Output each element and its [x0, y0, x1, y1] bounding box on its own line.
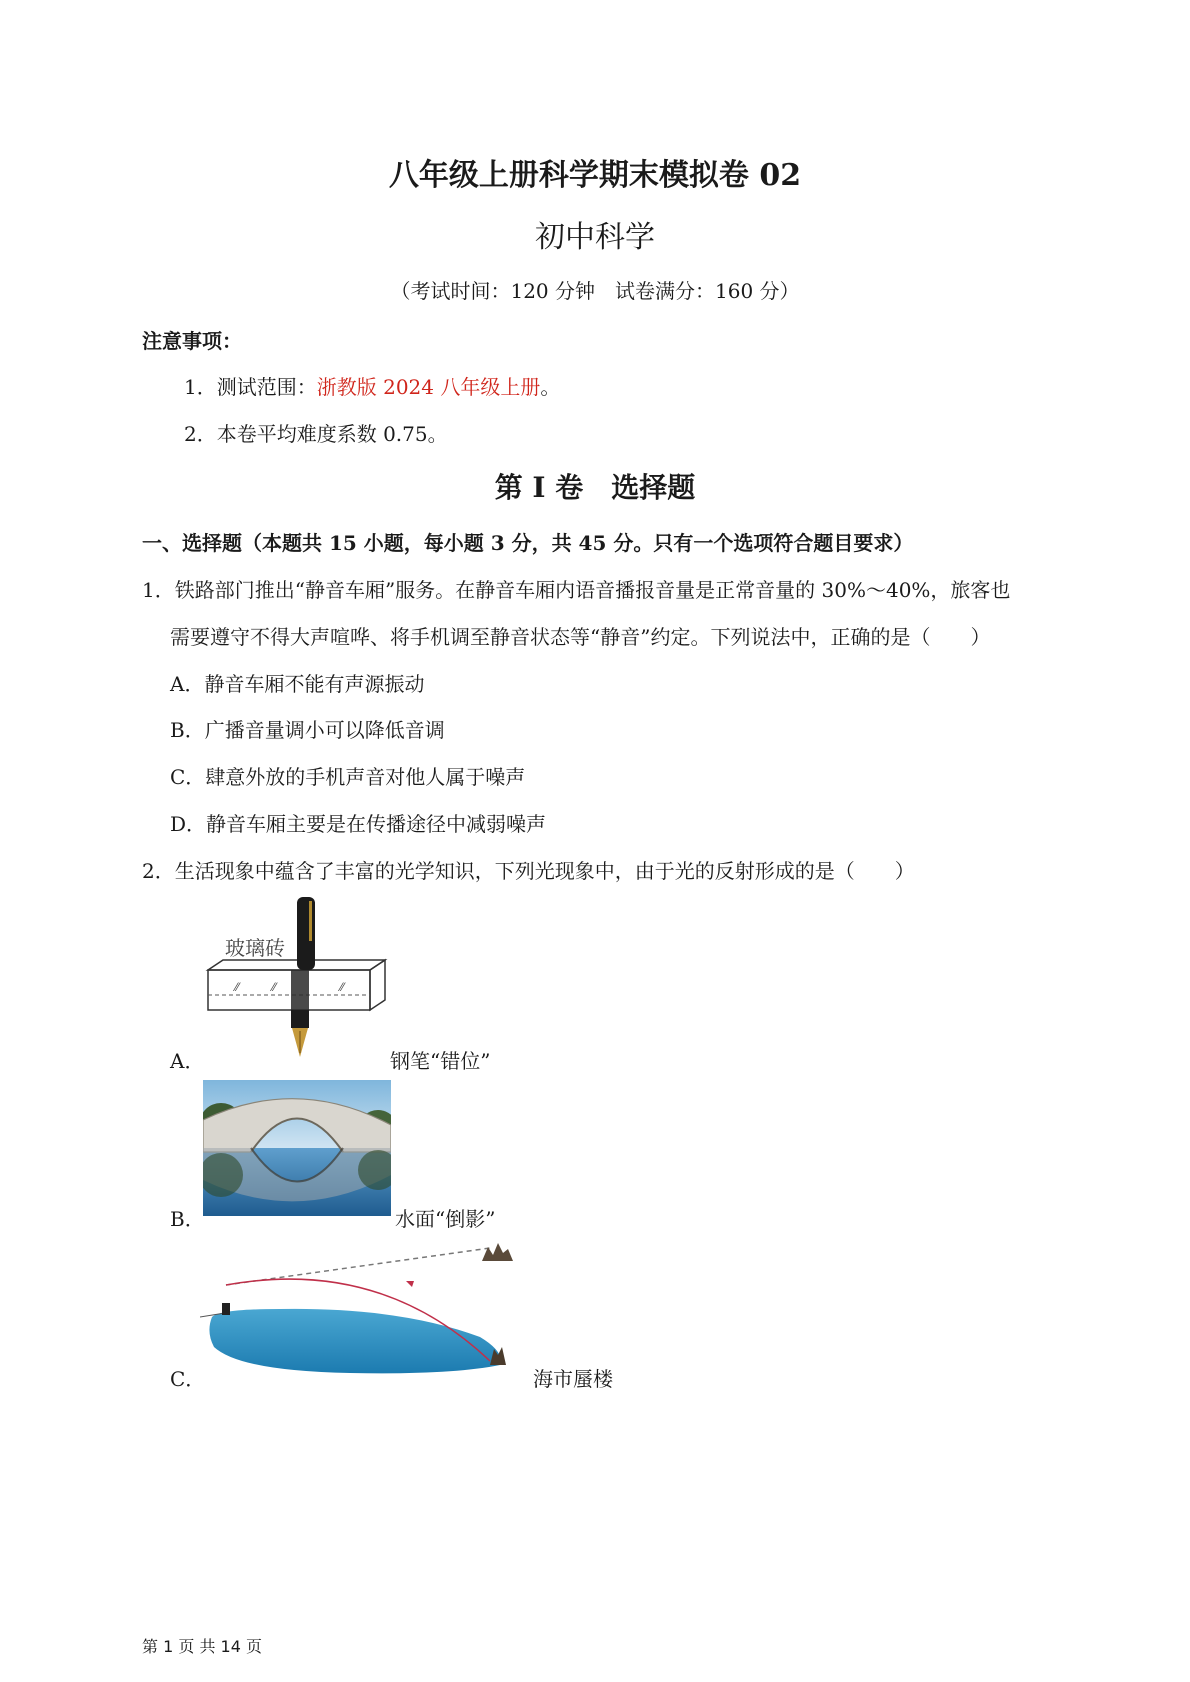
notes-item-1-prefix: 1．测试范围：: [184, 375, 317, 399]
test-scope: 浙教版 2024 八年级上册: [316, 375, 541, 399]
q2-option-c-caption: 海市蜃楼: [533, 1367, 613, 1391]
q1-stem-line1: 1．铁路部门推出“静音车厢”服务。在静音车厢内语音播报音量是正常音量的 30%～40%，旅客也: [142, 578, 1011, 602]
notes-item-2: 2．本卷平均难度系数 0.75。: [184, 422, 448, 446]
q1-stem-line2: 需要遵守不得大声喧哗、将手机调至静音状态等“静音”约定。下列说法中，正确的是（ ）: [170, 625, 991, 649]
page-number: 第 1 页 共 14 页: [142, 1637, 262, 1656]
notes-item-1-suffix: 。: [540, 375, 561, 399]
q1-option-d: D．静音车厢主要是在传播途径中减弱噪声: [170, 812, 547, 836]
notes-item-1: [184, 371, 560, 400]
bridge-reflection-photo: [203, 1080, 391, 1216]
q2-option-c-letter: C．: [170, 1367, 206, 1391]
mirage-figure: [200, 1237, 530, 1377]
q2-stem: 2．生活现象中蕴含了丰富的光学知识，下列光现象中，由于光的反射形成的是（ ）: [142, 859, 915, 883]
q2-option-a-letter: A．: [170, 1049, 205, 1073]
glass-block-label: 玻璃砖: [225, 936, 285, 960]
notes-heading: 注意事项：: [142, 329, 242, 353]
q1-option-c: C．肆意外放的手机声音对他人属于噪声: [170, 765, 526, 789]
q2-option-a-caption: 钢笔“错位”: [390, 1049, 491, 1073]
q1-option-b: B．广播音量调小可以降低音调: [170, 718, 445, 742]
pen-glass-block-figure: [200, 895, 390, 1060]
q2-option-b-letter: B．: [170, 1207, 205, 1231]
section-title: 第 I 卷 选择题: [494, 471, 696, 504]
exam-info: （考试时间：120 分钟 试卷满分：160 分）: [390, 279, 800, 303]
part-heading: 一、选择题（本题共 15 小题，每小题 3 分，共 45 分。只有一个选项符合题目要求）: [142, 531, 914, 555]
svg-text:⁄⁄: ⁄⁄: [340, 981, 344, 994]
q2-option-b-caption: 水面“倒影”: [395, 1207, 496, 1231]
svg-text:⁄⁄: ⁄⁄: [235, 981, 239, 994]
document-title: 八年级上册科学期末模拟卷 02: [388, 158, 802, 193]
svg-text:⁄⁄: ⁄⁄: [272, 981, 276, 994]
document-subtitle: 初中科学: [535, 220, 655, 255]
q1-option-a: A．静音车厢不能有声源振动: [170, 672, 425, 696]
